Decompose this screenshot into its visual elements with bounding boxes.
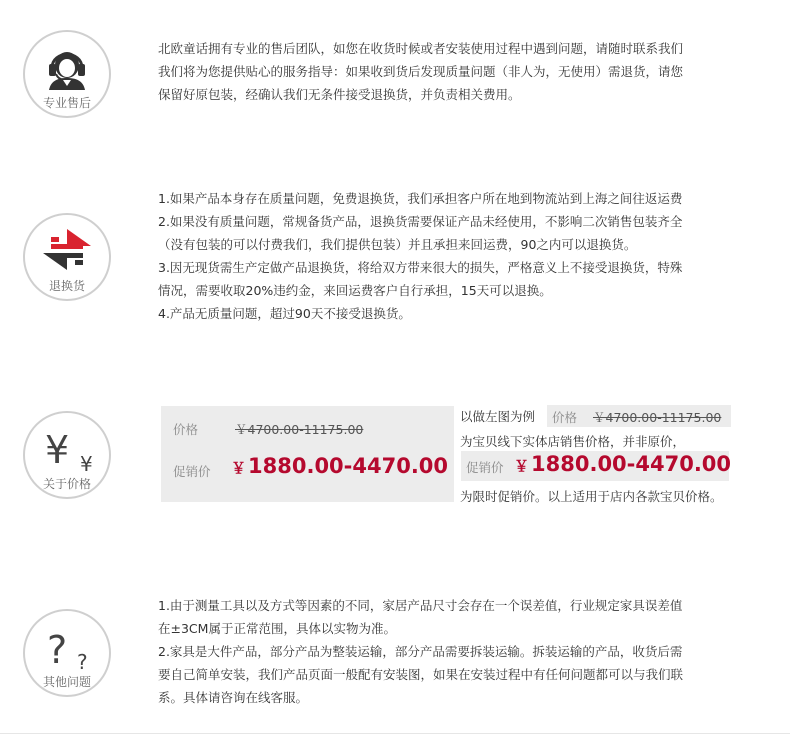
svg-text:?: ? bbox=[47, 628, 68, 672]
svg-text:¥: ¥ bbox=[80, 452, 93, 476]
return-exchange-badge bbox=[23, 213, 111, 301]
text-line: 2.如果没有质量问题，常规备货产品，退换货需要保证产品未经使用，不影响二次销售包装齐全 bbox=[158, 214, 683, 229]
text-line: 情况，需要收取20%违约金，来回运费客户自行承担，15天可以退换。 bbox=[158, 283, 552, 298]
explain-line-2: 为宝贝线下实体店销售价格，并非原价， bbox=[460, 434, 686, 449]
after-sales-badge bbox=[23, 30, 111, 118]
text-line: 我们将为您提供贴心的服务指导：如果收到货后发现质量问题（非人为，无使用）需退货，请您 bbox=[158, 64, 684, 79]
mini-sale-label: 促销价 bbox=[466, 460, 504, 475]
svg-text:¥: ¥ bbox=[45, 428, 70, 472]
other-questions-badge bbox=[23, 609, 111, 697]
sale-price bbox=[231, 454, 448, 478]
text-line: 4.产品无质量问题，超过90天不接受退换货。 bbox=[158, 306, 411, 321]
currency-symbol: ￥ bbox=[231, 459, 247, 477]
svg-text:?: ? bbox=[77, 650, 88, 674]
price-label: 价格 bbox=[173, 422, 199, 437]
mini-original-price: ￥4700.00-11175.00 bbox=[593, 410, 722, 425]
other-questions-text bbox=[158, 594, 758, 709]
mini-price-label: 价格 bbox=[552, 410, 578, 425]
bottom-divider bbox=[0, 733, 790, 734]
text-line: 北欧童话拥有专业的售后团队，如您在收货时候或者安装使用过程中遇到问题，请随时联系我们 bbox=[158, 41, 684, 56]
mini-sale-price-value: 1880.00-4470.00 bbox=[531, 452, 732, 476]
mini-sale-price bbox=[514, 452, 731, 476]
after-sales-text bbox=[158, 37, 758, 106]
text-line: 在±3CM属于正常范围，具体以实物为准。 bbox=[158, 621, 396, 636]
sale-label: 促销价 bbox=[173, 464, 211, 479]
text-line: 1.由于测量工具以及方式等因素的不同，家居产品尺寸会存在一个误差值，行业规定家具误差值 bbox=[158, 598, 683, 613]
text-line: （没有包装的可以付费我们，我们提供包装）并且承担来回运费，90之内可以退换货。 bbox=[158, 237, 637, 252]
section-label-other: 其他问题 bbox=[42, 675, 91, 689]
sale-price-value: 1880.00-4470.00 bbox=[248, 454, 449, 478]
text-line: 系。具体请咨询在线客服。 bbox=[158, 690, 309, 705]
example-prefix: 以做左图为例 bbox=[460, 409, 536, 424]
section-label-return-exchange: 退换货 bbox=[48, 279, 85, 293]
price-example-box bbox=[161, 406, 454, 502]
mini-price-box bbox=[547, 405, 731, 427]
text-line: 保留好原包装，经确认我们无条件接受退换货，并负责相关费用。 bbox=[158, 87, 521, 102]
text-line: 2.家具是大件产品，部分产品为整装运输，部分产品需要拆装运输。拆装运输的产品，收货后需 bbox=[158, 644, 683, 659]
original-price: ￥4700.00-11175.00 bbox=[235, 422, 364, 437]
mini-sale-box bbox=[461, 451, 732, 481]
currency-symbol: ￥ bbox=[514, 457, 530, 475]
text-line: 要自己简单安装，我们产品页面一般配有安装图，如果在安装过程中有任何问题都可以与我们联 bbox=[158, 667, 684, 682]
text-line: 1.如果产品本身存在质量问题，免费退换货，我们承担客户所在地到物流站到上海之间往返运费 bbox=[158, 191, 683, 206]
price-badge bbox=[23, 411, 111, 499]
return-exchange-text bbox=[158, 187, 758, 325]
section-label-price: 关于价格 bbox=[42, 477, 91, 491]
text-line: 3.因无现货需生产定做产品退换货，将给双方带来很大的损失，严格意义上不接受退换货，特殊 bbox=[158, 260, 683, 275]
explain-line-4: 为限时促销价。以上适用于店内各款宝贝价格。 bbox=[460, 489, 723, 504]
section-label-after-sales: 专业售后 bbox=[42, 96, 91, 110]
